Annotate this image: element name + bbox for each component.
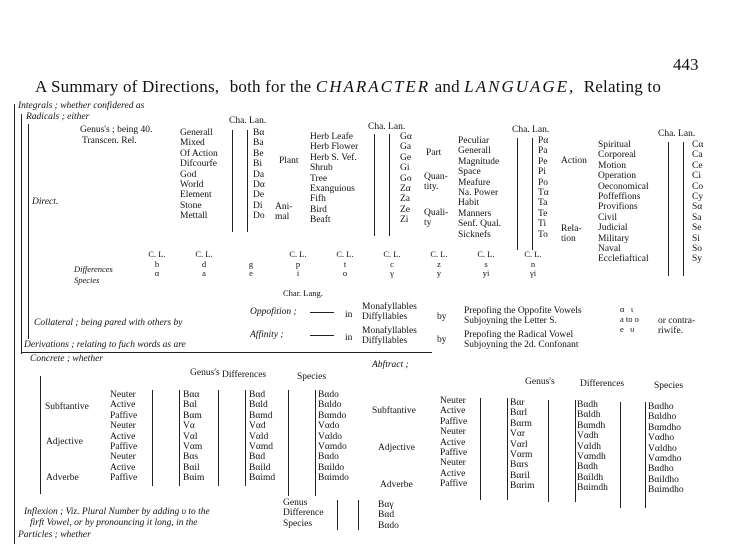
col3-lan: Pα Pa Pe Pi Po Tα Ta Te Ti To: [538, 136, 549, 240]
right-diff-glyphs: [548, 400, 576, 502]
opposition-label: Oppofition ;: [250, 307, 297, 317]
inflexion-glyphs: [337, 500, 359, 530]
animal-label: Ani-mal: [275, 202, 293, 223]
right-diff: Bαdh Bαldh Bαmdh Vαdh Vαldh Vαmdh Bαdh Bαildh Bαimdh: [577, 400, 608, 494]
cha-lan-header-4: Cha. Lan.: [658, 129, 696, 139]
col1-lan: Bα Ba Be Bi Da Dα De Di Do: [253, 128, 265, 222]
col3-names: Peculiar Generall Magnitude Space Meafure Na. Power Habit Manners Senf. Qual. Sicknefs: [458, 136, 502, 240]
col1-character-glyphs: [232, 130, 248, 232]
voices-left: Neuter Active Paffive Neuter Active Paffive Neuter Active Paffive: [110, 390, 138, 484]
species-header-right: Species: [654, 381, 684, 391]
species-label: Species: [74, 275, 100, 285]
integrals-label: Integrals ; whether confidered as: [18, 101, 145, 111]
adverbe-left: Adverbe: [46, 473, 79, 483]
right-genus-glyphs: [480, 398, 508, 500]
adverbe-right: Adverbe: [380, 480, 413, 490]
right-spec: Bαdho Bαldho Bαmdho Vαdho Vαldho Vαmdho Bαdho Bαildho Bαimdho: [648, 402, 684, 496]
substantive-right: Subftantive: [372, 406, 416, 416]
differences-header-right: Differences: [580, 379, 625, 389]
inflexion-label: Inflexion ; Viz. Plural Number by adding υ to the: [24, 507, 210, 517]
plant-label: Plant: [279, 156, 299, 166]
rules-1: Prepofing the Oppofite Vowels Subjoyning the Letter S.: [464, 306, 582, 327]
inflexion-label-2: firft Vowel, or by pronouncing it long, in the: [30, 518, 198, 528]
in-2: in: [345, 333, 353, 343]
particles-label: Particles ; whether: [18, 530, 91, 540]
relation-label: Rela-tion: [561, 224, 582, 245]
adjective-left: Adjective: [46, 437, 83, 447]
affinity-label: Affinity ;: [250, 330, 284, 340]
right-spec-glyphs: [620, 402, 646, 508]
char-lang-label: Char. Lang.: [283, 288, 323, 298]
genus-label: Genus's ; being 40.: [80, 125, 153, 135]
syllables-1: Monafyllables Diffyllables: [362, 302, 417, 323]
genus-header-left: Genus's: [190, 368, 220, 378]
col1-names: Generall Mixed Of Action Difcourfe God World Element Stone Mettall: [180, 128, 218, 222]
cha-lan-header-2: Cha. Lan.: [368, 122, 406, 132]
collateral-label: Collateral ; being pared with others by: [34, 318, 183, 328]
differences-label: Differences: [74, 264, 113, 274]
abstract-label: Abftract ;: [372, 360, 409, 370]
opposition-line: [310, 312, 334, 313]
derivations-label: Derivations ; relating to fuch words as are: [24, 340, 186, 350]
voices-right: Neuter Active Paffive Neuter Active Paffive Neuter Active Paffive: [440, 396, 468, 490]
direct-brace-line: [28, 124, 29, 339]
vowel-table: α ι a to o e υ: [620, 304, 639, 334]
affinity-line: [310, 335, 334, 336]
col4-character-glyphs: [668, 142, 684, 276]
concrete-brace-line: [40, 376, 41, 494]
by-1: by: [437, 312, 447, 322]
outer-brace-line: [14, 104, 15, 544]
radicals-label: Radicals ; either: [26, 112, 90, 122]
left-genus-glyphs: [152, 390, 180, 486]
left-spec-glyphs: [288, 390, 316, 496]
syllables-2: Monafyllables Diffyllables: [362, 326, 417, 347]
page-title: A Summary of Directions, both for the CHARACTER and LANGUAGE, Relating to: [35, 77, 662, 96]
action-label: Action: [561, 156, 587, 166]
diff-species-sequence: C. L. b α C. L. d a g e C. L. p i C. L. t o C. L. c γ C. L. z y C. L. s yi C. L. n γi: [148, 249, 542, 278]
concrete-label: Concrete ; whether: [30, 354, 103, 364]
genus-header-right: Genus's: [525, 377, 555, 387]
col3-character-glyphs: [517, 138, 533, 250]
page-number: 443: [673, 55, 699, 74]
quality-label: Quali-ty: [424, 208, 449, 229]
by-2: by: [437, 335, 447, 345]
left-diff: Bαd Bαld Bαmd Vαd Vαld Vαmd Bαd Bαild Bαimd: [249, 390, 276, 484]
substantive-left: Subftantive: [45, 402, 89, 412]
transcen-label: Transcen. Rel.: [82, 136, 137, 146]
col2-lan: Gα Ga Ge Gi Go Zα Za Ze Zi: [400, 132, 412, 226]
cha-lan-header-1: Cha. Lan.: [229, 116, 267, 126]
quantity-label: Quan-tity.: [424, 172, 448, 193]
contrariwise-label: or contra-riwife.: [658, 316, 696, 337]
col4-lan: Cα Ca Ce Ci Co Cy Sα Sa Se Si So Sy: [692, 140, 704, 265]
adjective-right: Adjective: [378, 443, 415, 453]
col4-names: Spiritual Corporeal Motion Operation Oeconomical Poffeffions Provifions Civil Judicial Military Naval Ecclefiaftical: [598, 140, 649, 265]
in-1: in: [345, 310, 353, 320]
left-diff-glyphs: [218, 390, 246, 486]
left-genus: Bαα Bαl Bαm Vα Vαl Vαm Bαs Bαil Bαim: [183, 390, 205, 484]
inflexion-values: Bαγ Bαd Bαdo: [378, 500, 399, 531]
rules-2: Prepofing the Radical Vowel Subjoyning the 2d. Confonant: [464, 330, 579, 351]
left-spec: Bαdo Bαldo Bαmdo Vαdo Vαldo Vαmdo Bαdo Bαildo Bαimdo: [318, 390, 349, 484]
inflexion-items: Genus Difference Species: [283, 498, 324, 529]
right-genus: Bαr Bαrl Bαrm Vαr Vαrl Vαrm Bαrs Bαril Bαrim: [510, 398, 535, 492]
direct-label: Direct.: [32, 197, 59, 207]
concrete-rule: [22, 352, 432, 353]
radicals-brace-line: [21, 114, 22, 354]
col2-character-glyphs: [374, 134, 390, 236]
cha-lan-header-3: Cha. Lan.: [512, 125, 550, 135]
col2-names: Herb Leafe Herb Flower Herb S. Vef. Shrub Tree Exanguious Fifh Bird Beaft: [310, 132, 359, 226]
differences-header-left: Differences: [222, 370, 267, 380]
part-label: Part: [426, 148, 442, 158]
species-header-left: Species: [297, 372, 327, 382]
